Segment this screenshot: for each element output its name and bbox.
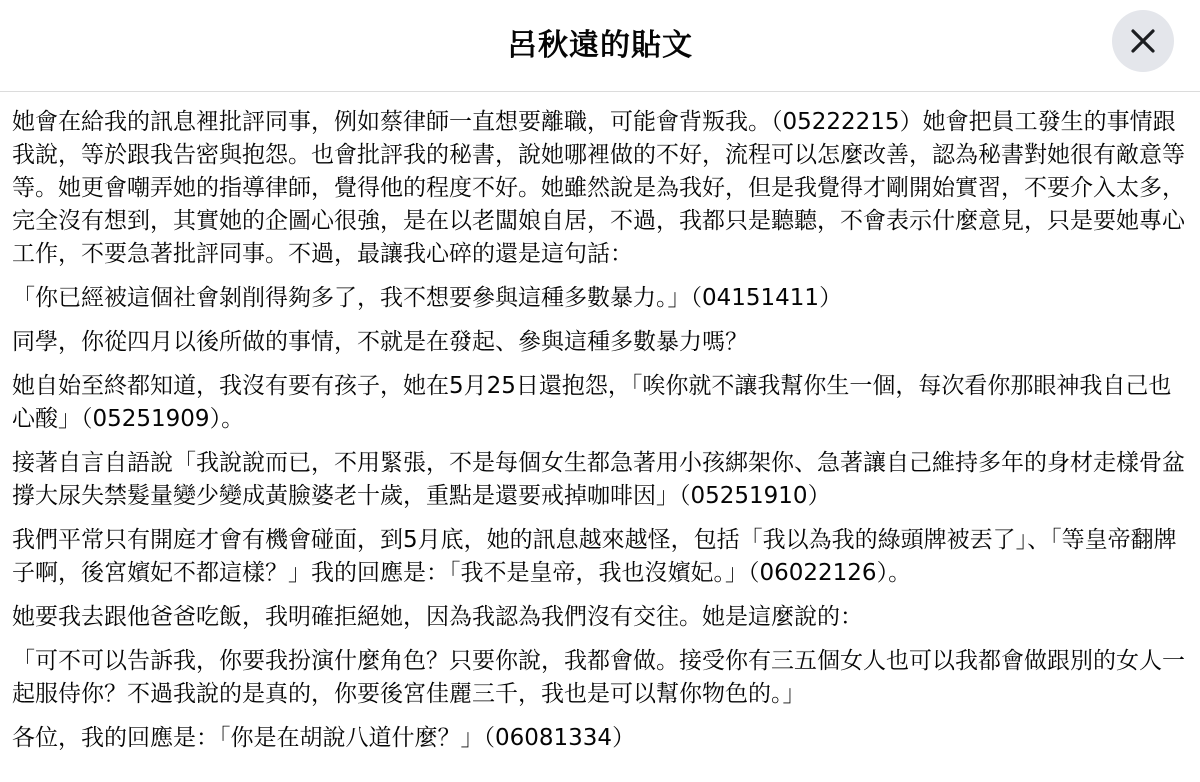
post-paragraph: 我們平常只有開庭才會有機會碰面，到5月底，她的訊息越來越怪，包括「我以為我的綠頭牌被丟了」、「等皇帝翻牌子啊，後宮嬪妃不都這樣？」我的回應是：「我不是皇帝，我也沒嬪妃。」（06022126）。 [12, 527, 1177, 586]
post-body [0, 92, 1200, 755]
dialog-title: 呂秋遠的貼文 [507, 27, 693, 63]
post-paragraph: 她會在給我的訊息裡批評同事，例如蔡律師一直想要離職，可能會背叛我。（05222215）她會把員工發生的事情跟我說，等於跟我告密與抱怨。也會批評我的秘書，說她哪裡做的不好，流程可以怎麼改善，認為秘書對她很有敵意等等。她更會嘲弄她的指導律師，覺得他的程度不好。她雖然說是為我好，但是我覺得才剛開始實習，不要介入太多，完全沒有想到，其實她的企圖心很強，是在以老闆娘自居，不過，我都只是聽聽，不會表示什麼意見，只是要她專心工作，不要急著批評同事。不過，最讓我心碎的還是這句話： [12, 109, 1185, 267]
close-icon [1129, 27, 1157, 55]
close-button[interactable] [1112, 10, 1174, 72]
post-paragraph: 接著自言自語說「我說說而已，不用緊張，不是每個女生都急著用小孩綁架你、急著讓自己維持多年的身材走樣骨盆撐大尿失禁髮量變少變成黃臉婆老十歲，重點是還要戒掉咖啡因」（05251910） [12, 450, 1185, 509]
post-dialog-header [0, 0, 1200, 92]
post-paragraph: 「可不可以告訴我，你要我扮演什麼角色？只要你說，我都會做。接受你有三五個女人也可以我都會做跟別的女人一起服侍你？不過我說的是真的，你要後宮佳麗三千，我也是可以幫你物色的。」 [12, 648, 1185, 707]
post-paragraph: 她要我去跟他爸爸吃飯，我明確拒絕她，因為我認為我們沒有交往。她是這麼說的： [12, 604, 863, 630]
post-paragraph: 她自始至終都知道，我沒有要有孩子，她在5月25日還抱怨，「唉你就不讓我幫你生一個，每次看你那眼神我自己也心酸」（05251909）。 [12, 373, 1172, 432]
post-paragraph: 各位，我的回應是：「你是在胡說八道什麼？」（06081334） [12, 725, 636, 751]
post-paragraph: 同學，你從四月以後所做的事情，不就是在發起、參與這種多數暴力嗎？ [12, 329, 748, 355]
post-paragraph: 「你已經被這個社會剝削得夠多了，我不想要參與這種多數暴力。」（04151411） [12, 285, 843, 311]
